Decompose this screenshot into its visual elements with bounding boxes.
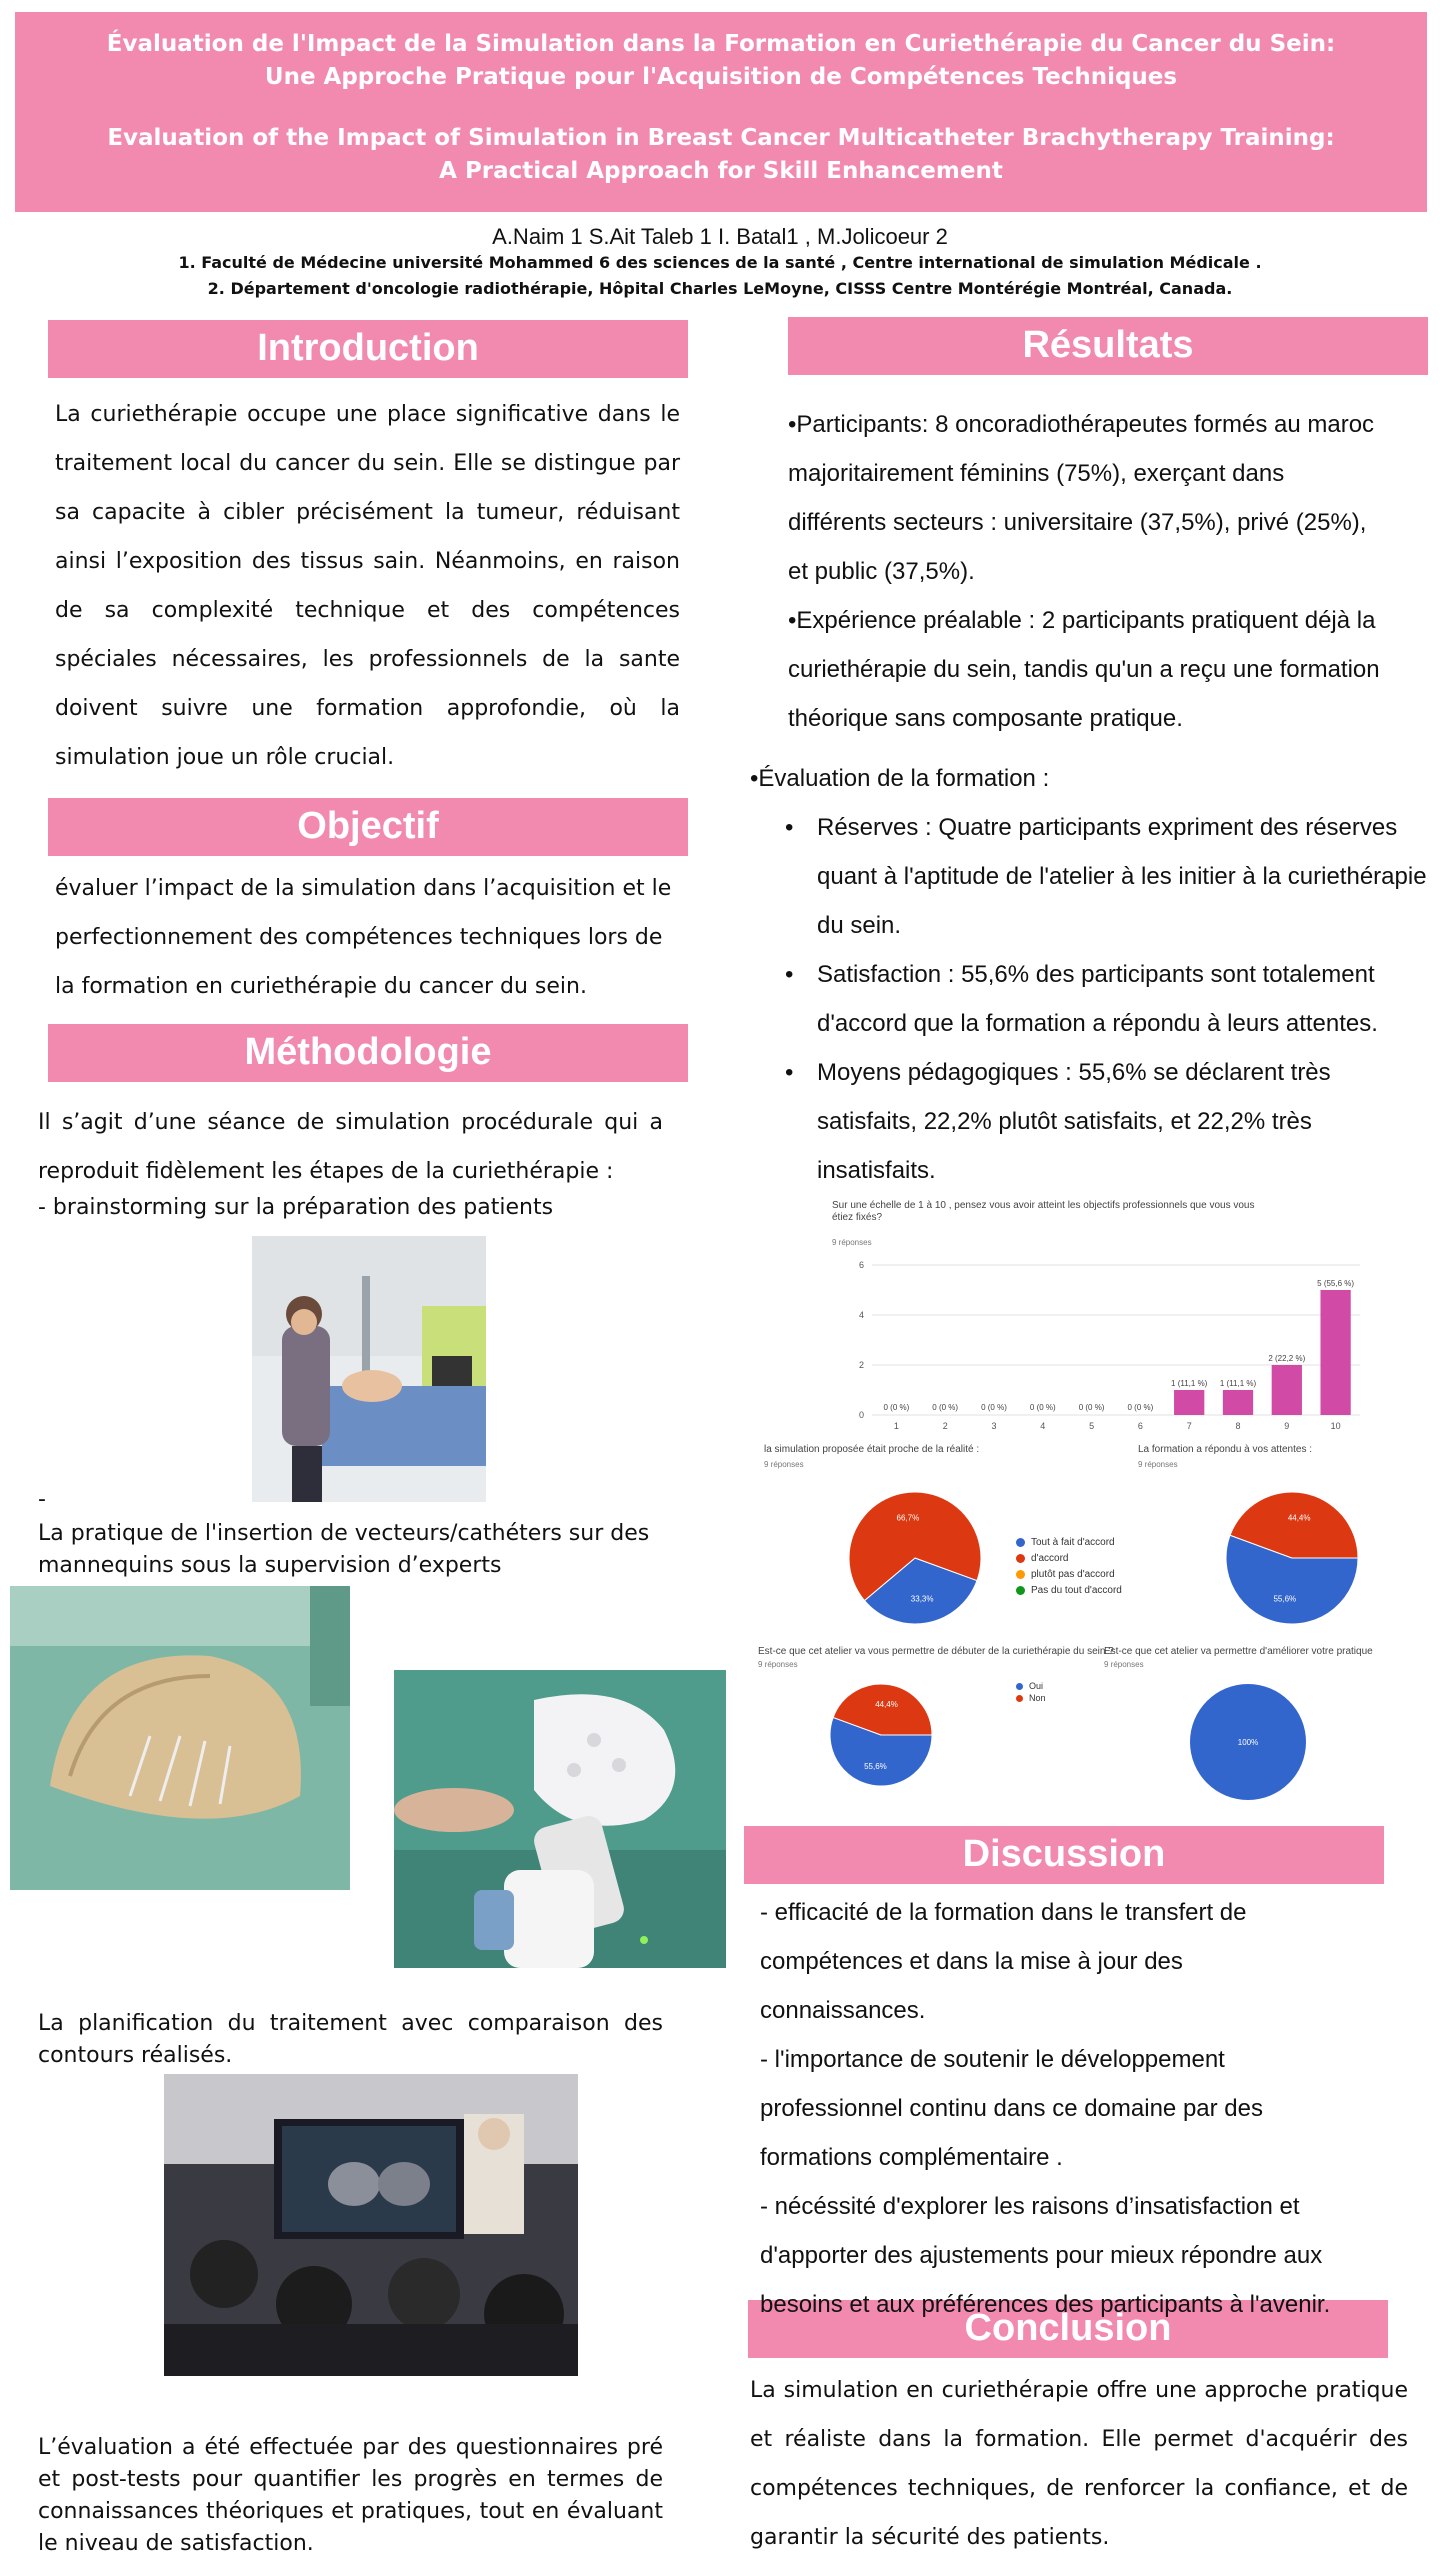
resultats-heading: Résultats (788, 317, 1428, 375)
pie-data-label: 44,4% (1287, 1513, 1311, 1523)
photo-phantom-catheters (10, 1586, 350, 1890)
methodologie-heading: Méthodologie (48, 1024, 688, 1082)
pie-legend-accord (1016, 1534, 1122, 1598)
discussion-line-5: professionnel continu dans ce domaine par des (760, 2095, 1263, 2122)
photo-brainstorming (252, 1236, 486, 1502)
bar-data-label: 0 (0 %) (1078, 1403, 1105, 1412)
pie1-chart (845, 1488, 985, 1628)
legend-item-1 (1016, 1534, 1122, 1550)
bar-xtick: 4 (1040, 1421, 1046, 1431)
bar-data-label: 0 (0 %) (932, 1403, 959, 1412)
resultats-line-6: curiethérapie du sein, tandis qu'un a reçu une formation (788, 656, 1380, 683)
evaluation-bullets (785, 803, 1433, 1195)
bar-xtick: 8 (1235, 1421, 1241, 1431)
bullet-reserves-text: Réserves : Quatre participants expriment des réserves quant à l'aptitude de l'atelier à les initier à la curiethérapie du sein. (817, 814, 1427, 939)
photo-applicator (394, 1670, 726, 1968)
bar-ytick: 6 (858, 1260, 864, 1270)
bar-mark (1272, 1365, 1302, 1415)
bar-ytick: 0 (858, 1410, 864, 1420)
pie4-title: Est-ce que cet atelier va permettre d'améliorer votre pratique (1104, 1646, 1373, 1657)
bullet-dot: • (785, 961, 794, 988)
legend-item-oui (1016, 1680, 1046, 1692)
methodologie-step2: La pratique de l'insertion de vecteurs/cathéters sur des mannequins sous la supervision d’experts (38, 1521, 650, 1578)
bar-data-label: 2 (22,2 %) (1268, 1354, 1306, 1363)
title-banner (15, 12, 1427, 212)
pie-data-label: 55,6% (1273, 1594, 1297, 1604)
evaluation-text: L’évaluation a été effectuée par des questionnaires pré et post-tests pour quantifier les progrès en termes de connaissances théoriques et pratiques, tout en évaluant le niveau de satisfaction. (38, 2435, 663, 2556)
legend-label: Oui (1029, 1681, 1044, 1691)
bar-xtick: 5 (1089, 1421, 1095, 1431)
bar-mark (1223, 1390, 1253, 1415)
bar-xtick: 10 (1330, 1421, 1341, 1431)
title-en-line2: A Practical Approach for Skill Enhancement (439, 158, 1003, 184)
pie1-sub: 9 réponses (764, 1460, 804, 1469)
bar-data-label: 0 (0 %) (883, 1403, 910, 1412)
pie2-sub: 9 réponses (1138, 1460, 1178, 1469)
bar-data-label: 1 (11,1 %) (1219, 1379, 1257, 1388)
pie-data-label: 33,3% (910, 1594, 934, 1604)
bar-chart-title: Sur une échelle de 1 à 10 , pensez vous avoir atteint les objectifs professionnels que vous vous (832, 1200, 1255, 1211)
resultats-line-2: majoritairement féminins (75%), exerçant dans (788, 460, 1285, 487)
pie2-chart (1222, 1488, 1362, 1628)
bar-mark (1174, 1390, 1204, 1415)
bar-xtick: 1 (893, 1421, 899, 1431)
bullet-moyens (785, 1048, 1433, 1195)
title-en-line1: Evaluation of the Impact of Simulation in Breast Cancer Multicatheter Brachytherapy Training: (107, 125, 1335, 151)
bullet-satisfaction-text: Satisfaction : 55,6% des participants sont totalement d'accord que la formation a répondu à leurs attentes. (817, 961, 1378, 1037)
discussion-line-2: compétences et dans la mise à jour des (760, 1948, 1183, 1975)
pie4-chart (1186, 1680, 1310, 1804)
bar-data-label: 1 (11,1 %) (1171, 1379, 1208, 1388)
legend-item-4 (1016, 1582, 1122, 1598)
bar-xtick: 6 (1137, 1421, 1143, 1431)
legend-label: Pas du tout d'accord (1031, 1584, 1122, 1596)
bar-xtick: 7 (1186, 1421, 1192, 1431)
bullet-dot: • (785, 814, 794, 841)
bar-data-label: 0 (0 %) (981, 1403, 1007, 1412)
legend-item-2 (1016, 1550, 1122, 1566)
bar-data-label: 5 (55,6 %) (1317, 1279, 1355, 1288)
pie-data-label: 55,6% (864, 1762, 887, 1772)
discussion-heading: Discussion (744, 1826, 1384, 1884)
resultats-line-3: différents secteurs : universitaire (37,5%), privé (25%), (788, 509, 1367, 536)
introduction-text: La curiethérapie occupe une place significative dans le traitement local du cancer du sein. Elle se distingue par sa capacite à cibler précisément la tumeur, réduisant ainsi l’exposition des tissus sain. Néanmoins, en raison de sa complexité technique et des compétences spéciales nécessaires, les professionnels de la sante doivent suivre une formation approfondie, où la simulation joue un rôle crucial. (55, 402, 680, 770)
discussion-line-8: d'apporter des ajustements pour mieux répondre aux (760, 2242, 1323, 2269)
pie3-chart (826, 1680, 936, 1790)
objectif-heading: Objectif (48, 798, 688, 856)
bullet-satisfaction (785, 950, 1433, 1048)
pie4-sub: 9 réponses (1104, 1660, 1144, 1669)
resultats-line-5: •Expérience préalable : 2 participants pratiquent déjà la (788, 607, 1376, 634)
discussion-line-7: - nécéssité d'explorer les raisons d’insatisfaction et (760, 2193, 1300, 2220)
affiliation-1: 1. Faculté de Médecine université Mohammed 6 des sciences de la santé , Centre international de simulation Médicale . (178, 253, 1262, 272)
legend-label: d'accord (1031, 1552, 1069, 1564)
pie2-title: La formation a répondu à vos attentes : (1138, 1444, 1312, 1455)
legend-label: plutôt pas d'accord (1031, 1568, 1115, 1580)
bullet-moyens-text: Moyens pédagogiques : 55,6% se déclarent très satisfaits, 22,2% plutôt satisfaits, et 22,2% très insatisfaits. (817, 1059, 1331, 1184)
pie3-sub: 9 réponses (758, 1660, 798, 1669)
bar-data-label: 0 (0 %) (1127, 1403, 1154, 1412)
bullet-dot: • (785, 1059, 794, 1086)
affiliation-2: 2. Département d'oncologie radiothérapie, Hôpital Charles LeMoyne, CISSS Centre Montérégie Montréal, Canada. (207, 279, 1233, 298)
bar-chart-sub: 9 réponses (832, 1238, 872, 1247)
pie-data-label: 66,7% (896, 1513, 920, 1523)
authors: A.Naim 1 S.Ait Taleb 1 I. Batal1 , M.Jolicoeur 2 (492, 224, 948, 249)
discussion-line-3: connaissances. (760, 1997, 926, 2024)
evaluation-title: •Évaluation de la formation : (750, 765, 1050, 792)
bar-ytick: 2 (858, 1360, 864, 1370)
resultats-line-1: •Participants: 8 oncoradiothérapeutes formés au maroc (788, 411, 1375, 438)
bullet-reserves (785, 803, 1433, 950)
introduction-heading: Introduction (48, 320, 688, 378)
dash-separator: - (38, 1487, 46, 1512)
title-fr-line1: Évaluation de l'Impact de la Simulation dans la Formation en Curiethérapie du Cancer du Sein: (106, 31, 1336, 57)
discussion-line-1: - efficacité de la formation dans le transfert de (760, 1899, 1247, 1926)
conclusion-text: La simulation en curiethérapie offre une approche pratique et réaliste dans la formation. Elle permet d'acquérir des compétences techniques, de renforcer la confiance, et de garantir la sécurité des patients. (750, 2378, 1408, 2550)
bar-xtick: 9 (1284, 1421, 1290, 1431)
bar-chart-title-2: étiez fixés? (832, 1212, 883, 1223)
bar-xtick: 3 (991, 1421, 997, 1431)
bar-data-label: 0 (0 %) (1029, 1403, 1056, 1412)
bar-xtick: 2 (942, 1421, 948, 1431)
resultats-line-4: et public (37,5%). (788, 558, 975, 585)
methodologie-step1: - brainstorming sur la préparation des patients (38, 1195, 554, 1220)
discussion-line-6: formations complémentaire . (760, 2144, 1063, 2171)
discussion-line-4: - l'importance de soutenir le développement (760, 2046, 1225, 2073)
conclusion-heading: Conclusion (748, 2300, 1388, 2358)
methodologie-intro: Il s’agit d’une séance de simulation procédurale qui a reproduit fidèlement les étapes de la curiethérapie : (38, 1110, 663, 1184)
pie3-title: Est-ce que cet atelier va vous permettre de débuter de la curiethérapie du sein ? (758, 1646, 1114, 1657)
methodologie-step3: La planification du traitement avec comparaison des contours réalisés. (38, 2011, 663, 2068)
pie-legend-oui-non (1016, 1680, 1046, 1704)
pie-data-label: 44,4% (875, 1699, 898, 1709)
legend-item-non (1016, 1692, 1046, 1704)
bar-ytick: 4 (858, 1310, 864, 1320)
bar-chart (850, 1255, 1370, 1440)
discussion-line-9: besoins et aux préférences des participants à l'avenir. (760, 2291, 1331, 2318)
pie1-title: la simulation proposée était proche de la réalité : (764, 1444, 980, 1455)
bar-mark (1320, 1290, 1350, 1415)
pie-data-label: 100% (1237, 1738, 1259, 1747)
legend-label: Non (1029, 1693, 1046, 1703)
legend-item-3 (1016, 1566, 1122, 1582)
objectif-text: évaluer l’impact de la simulation dans l’acquisition et le perfectionnement des compétences techniques lors de la formation en curiethérapie du cancer du sein. (55, 876, 672, 999)
resultats-line-7: théorique sans composante pratique. (788, 705, 1183, 732)
photo-planning-session (164, 2074, 578, 2376)
legend-label: Tout à fait d'accord (1031, 1536, 1115, 1548)
title-fr-line2: Une Approche Pratique pour l'Acquisition de Compétences Techniques (264, 64, 1178, 90)
